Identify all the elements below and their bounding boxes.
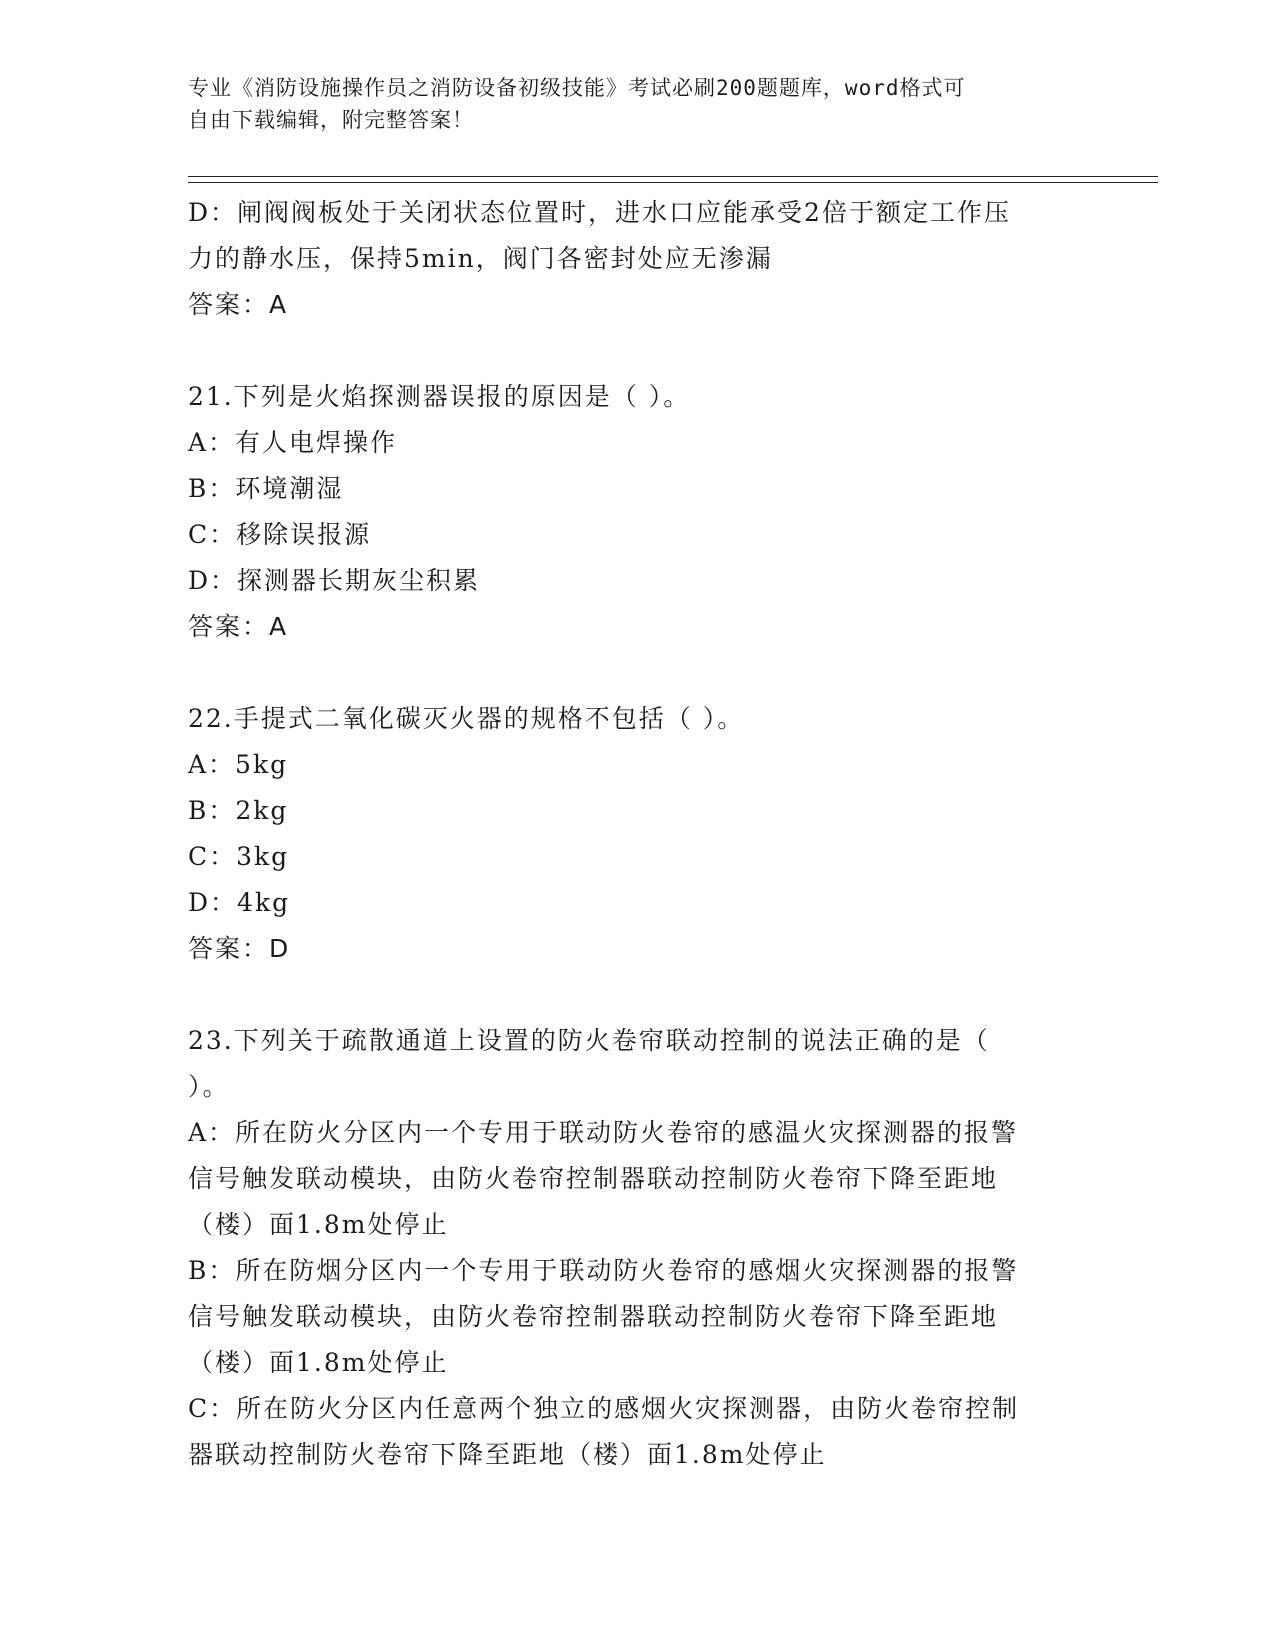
- question-21: [188, 374, 1108, 650]
- option-b: B：所在防烟分区内一个专用于联动防火卷帘的感烟火灾探测器的报警: [188, 1256, 1019, 1285]
- question-23: [188, 1018, 1108, 1478]
- option-c: C：所在防火分区内任意两个独立的感烟火灾探测器，由防火卷帘控制: [188, 1394, 1020, 1423]
- option-a: A：所在防火分区内一个专用于联动防火卷帘的感温火灾探测器的报警: [188, 1118, 1019, 1147]
- option-d: D：4kg: [188, 888, 291, 917]
- option-b: 信号触发联动模块，由防火卷帘控制器联动控制防火卷帘下降至距地: [188, 1302, 999, 1331]
- option-b: B：环境潮湿: [188, 474, 344, 503]
- question-stem: ）。: [188, 1072, 230, 1101]
- answer-line: 答案：D: [188, 934, 291, 963]
- option-a: （楼）面1.8m处停止: [188, 1210, 449, 1239]
- answer-line: 答案：A: [188, 612, 289, 641]
- question-22: [188, 696, 1108, 972]
- option-c: C：移除误报源: [188, 520, 372, 549]
- header-title-line-1: 专业《消防设施操作员之消防设备初级技能》考试必刷200题题库，word格式可: [188, 76, 966, 100]
- option-d-line: D：闸阀阀板处于关闭状态位置时，进水口应能承受2倍于额定工作压: [188, 198, 1011, 227]
- question-content: [188, 190, 1108, 1478]
- option-b: （楼）面1.8m处停止: [188, 1348, 449, 1377]
- document-header: [188, 72, 1088, 136]
- option-a: 信号触发联动模块，由防火卷帘控制器联动控制防火卷帘下降至距地: [188, 1164, 999, 1193]
- header-rule-bottom: [188, 182, 1158, 183]
- continued-question: [188, 190, 1108, 328]
- question-stem: 23.下列关于疏散通道上设置的防火卷帘联动控制的说法正确的是（: [188, 1026, 990, 1055]
- header-title-line-2: 自由下载编辑，附完整答案！: [188, 108, 474, 132]
- answer-line: 答案：A: [188, 290, 289, 319]
- option-c: C：3kg: [188, 842, 290, 871]
- question-stem: 21.下列是火焰探测器误报的原因是（ ）。: [188, 382, 691, 411]
- option-d: D：探测器长期灰尘积累: [188, 566, 481, 595]
- spacer: [188, 650, 1108, 696]
- option-a: A：5kg: [188, 750, 289, 779]
- spacer: [188, 972, 1108, 1018]
- option-d-line: 力的静水压，保持5min，阀门各密封处应无渗漏: [188, 244, 773, 273]
- header-rule-top: [188, 176, 1158, 177]
- option-b: B：2kg: [188, 796, 289, 825]
- option-c: 器联动控制防火卷帘下降至距地（楼）面1.8m处停止: [188, 1440, 827, 1469]
- spacer: [188, 328, 1108, 374]
- question-stem: 22.手提式二氧化碳灭火器的规格不包括（ ）。: [188, 704, 745, 733]
- option-a: A：有人电焊操作: [188, 428, 398, 457]
